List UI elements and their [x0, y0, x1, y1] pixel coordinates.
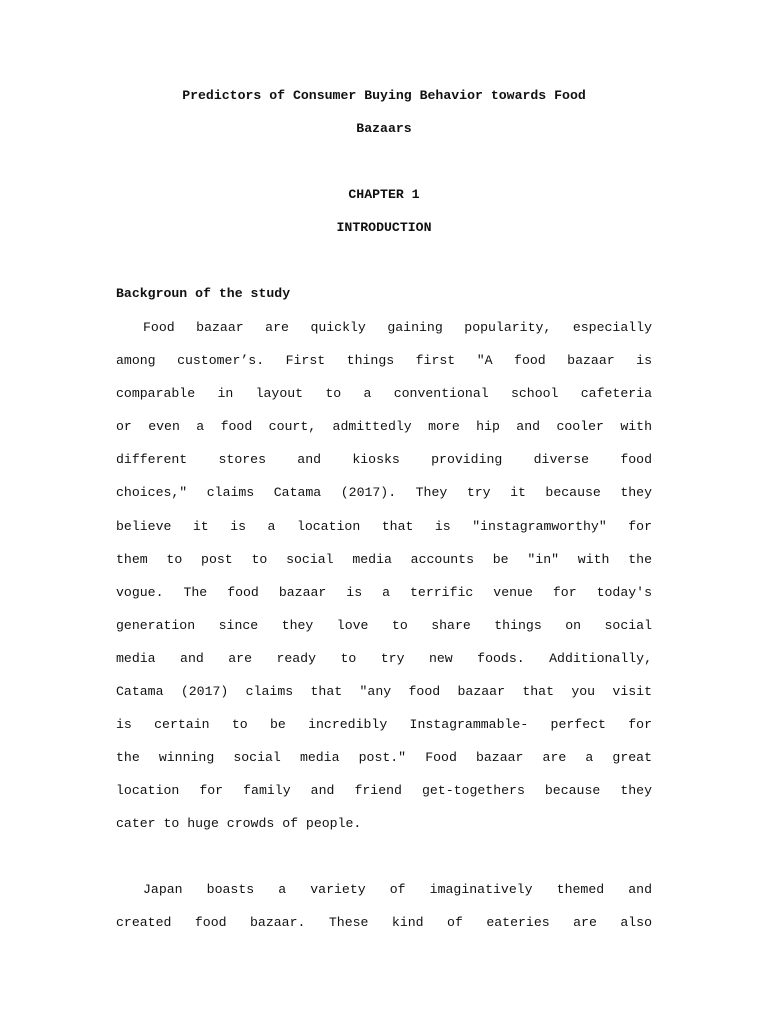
document-title-line-2: Bazaars [356, 121, 412, 136]
paragraph-1 [116, 311, 652, 841]
paragraph-1-line: media and are ready to try new foods. Additionally, [116, 650, 652, 666]
paragraph-2-line: created food bazaar. These kind of eateries are also [116, 915, 652, 931]
paragraph-1-line: vogue. The food bazaar is a terrific venue for today's [116, 584, 652, 600]
paragraph-1-line: location for family and friend get-togethers because they [116, 783, 652, 799]
paragraph-1-line: or even a food court, admittedly more hip and cooler with [116, 419, 652, 435]
paragraph-2 [116, 873, 652, 939]
paragraph-1-line: them to post to social media accounts be "in" with the [116, 551, 652, 567]
paragraph-1-line: comparable in layout to a conventional school cafeteria [116, 386, 652, 402]
paragraph-1-line: generation since they love to share things on social [116, 617, 652, 633]
paragraph-1-line: cater to huge crowds of people. [116, 816, 362, 832]
paragraph-1-line: Food bazaar are quickly gaining popularity, especially [143, 320, 652, 335]
paragraph-1-line: Catama (2017) claims that "any food bazaar that you visit [116, 684, 652, 700]
subsection-heading: Backgroun of the study [116, 286, 291, 301]
paragraph-1-line: among customer’s. First things first "A food bazaar is [116, 353, 652, 369]
paragraph-1-line: different stores and kiosks providing diverse food [116, 452, 652, 468]
chapter-heading: CHAPTER 1 [348, 187, 420, 202]
paragraph-1-line: choices," claims Catama (2017). They try it because they [116, 485, 652, 501]
section-heading: INTRODUCTION [336, 220, 432, 235]
document-title-line-1: Predictors of Consumer Buying Behavior towards Food [182, 88, 586, 103]
paragraph-1-line: believe it is a location that is "instagramworthy" for [116, 518, 652, 534]
paragraph-2-line: Japan boasts a variety of imaginatively themed and [143, 882, 652, 897]
paragraph-1-line: the winning social media post." Food bazaar are a great [116, 750, 652, 766]
paragraph-1-line: is certain to be incredibly Instagrammable- perfect for [116, 717, 652, 733]
